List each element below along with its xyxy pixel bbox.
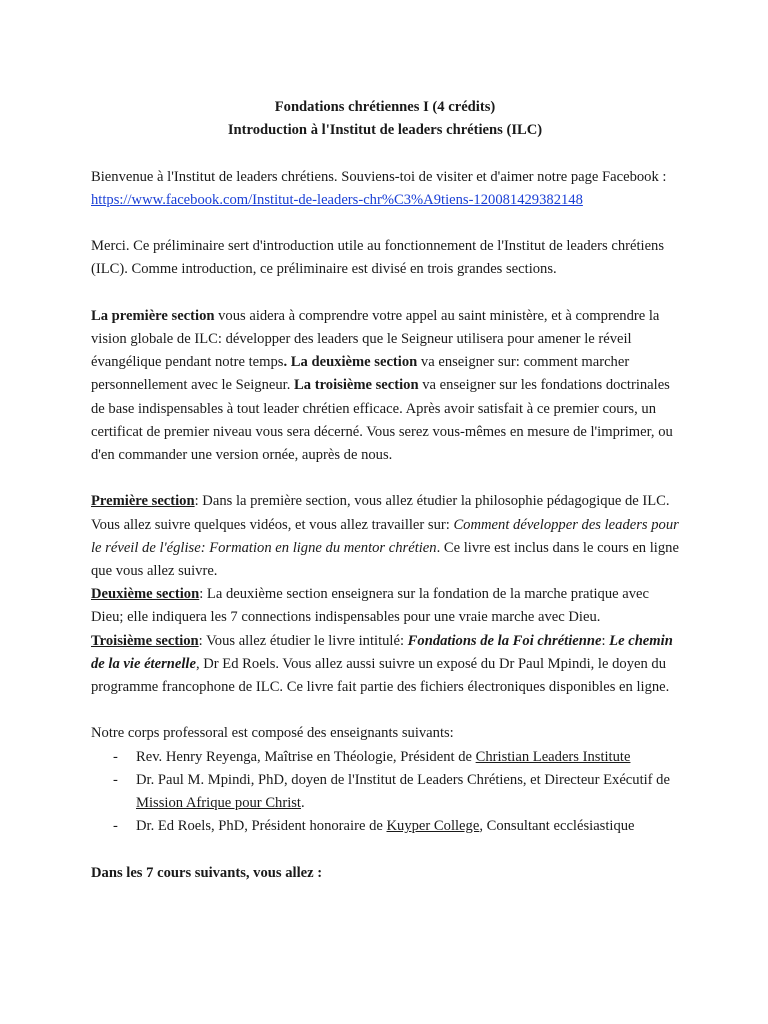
section-first-paragraph xyxy=(91,490,679,583)
list-dash: - xyxy=(113,771,118,788)
overview-third-text: va enseigner sur les fondations doctrinales de base indispensables à tout leader chrétien efficace. Après avoir satisfait à ce premier cours, un certificat de premier niveau vous sera décerné. Vous serez vous-mêmes en mesure de l'imprimer, ou d'en commander une version ornée, auprès de nous. xyxy=(91,377,673,463)
welcome-paragraph xyxy=(91,166,679,212)
document-title xyxy=(91,96,679,142)
section-third-label: Troisième section xyxy=(91,632,199,649)
faculty-item-org: Christian Leaders Institute xyxy=(475,748,631,765)
faculty-list xyxy=(91,746,679,839)
faculty-item-after: , Consultant ecclésiastique xyxy=(479,818,635,835)
faculty-item-org: Kuyper College xyxy=(386,818,480,835)
document-page xyxy=(91,96,679,885)
section-third-text-a: : Vous allez étudier le livre intitulé: xyxy=(198,632,408,649)
section-second-label: Deuxième section xyxy=(91,586,200,603)
title-line-1: Fondations chrétiennes I (4 crédits) xyxy=(274,99,496,115)
section-first-book-title: Comment développer des leaders pour le réveil de l'église: Formation en ligne du mentor chrétien xyxy=(91,516,679,556)
facebook-link[interactable]: https://www.facebook.com/Institut-de-leaders-chr%C3%A9tiens-120081429382148 xyxy=(91,191,583,208)
section-first-text-a: : Dans la première section, vous allez étudier la philosophie pédagogique de ILC. Vous allez suivre quelques vidéos, et vous allez travailler sur: xyxy=(91,493,670,533)
intro-paragraph: Merci. Ce préliminaire sert d'introduction utile au fonctionnement de l'Institut de leaders chrétiens (ILC). Comme introduction, ce préliminaire est divisé en trois grandes sections. xyxy=(91,238,665,278)
faculty-item xyxy=(91,815,679,838)
faculty-item xyxy=(91,746,679,769)
faculty-heading: Notre corps professoral est composé des enseignants suivants: xyxy=(91,725,454,742)
courses-heading-text: Dans les 7 cours suivants, vous allez : xyxy=(91,864,323,881)
faculty-item-text: Dr. Ed Roels, PhD, Président honoraire de xyxy=(136,818,387,835)
section-third-paragraph xyxy=(91,630,679,700)
faculty-item-org: Mission Afrique pour Christ xyxy=(136,795,301,812)
overview-third-label: La troisième section xyxy=(294,377,419,394)
faculty-item xyxy=(91,769,679,815)
overview-second-label: La deuxième section xyxy=(290,354,418,371)
overview-period: . xyxy=(283,354,291,371)
overview-paragraph xyxy=(91,305,679,467)
faculty-item-text: Dr. Paul M. Mpindi, PhD, doyen de l'Institut de Leaders Chrétiens, et Directeur Exécutif de xyxy=(136,771,670,788)
overview-first-label: La première section xyxy=(91,307,215,324)
welcome-text: Bienvenue à l'Institut de leaders chrétiens. Souviens-toi de visiter et d'aimer notre page Facebook : xyxy=(91,168,667,185)
list-dash: - xyxy=(113,818,118,835)
section-third-text-b: , Dr Ed Roels. Vous allez aussi suivre un exposé du Dr Paul Mpindi, le doyen du programme francophone de ILC. Ce livre fait partie des fichiers électroniques disponibles en ligne. xyxy=(91,655,670,696)
courses-heading xyxy=(91,862,679,885)
section-third-colon: : xyxy=(601,632,610,649)
section-first-label: Première section xyxy=(91,493,195,510)
faculty-item-after: . xyxy=(301,795,305,812)
faculty-item-text: Rev. Henry Reyenga, Maîtrise en Théologie, Président de xyxy=(136,748,476,765)
section-first-text-b: . Ce livre est inclus dans le cours en ligne que vous allez suivre. xyxy=(91,539,679,579)
section-second-text: : La deuxième section enseignera sur la fondation de la marche pratique avec Dieu; elle indiquera les 7 connections indispensables pour une vraie marche avec Dieu. xyxy=(91,586,649,626)
overview-second-text: va enseigner sur: comment marcher personnellement avec le Seigneur. xyxy=(91,354,630,394)
title-line-2: Introduction à l'Institut de leaders chrétiens (ILC) xyxy=(227,122,543,139)
section-second-paragraph xyxy=(91,583,679,629)
overview-first-text: vous aidera à comprendre votre appel au saint ministère, et à comprendre la vision globale de ILC: développer des leaders que le Seigneur utilisera pour amener le réveil évangélique pendant notre temps xyxy=(91,307,660,371)
section-third-book-title-b: Le chemin de la vie éternelle xyxy=(91,632,673,672)
list-dash: - xyxy=(113,748,118,765)
section-third-book-title-a: Fondations de la Foi chrétienne xyxy=(407,632,602,649)
